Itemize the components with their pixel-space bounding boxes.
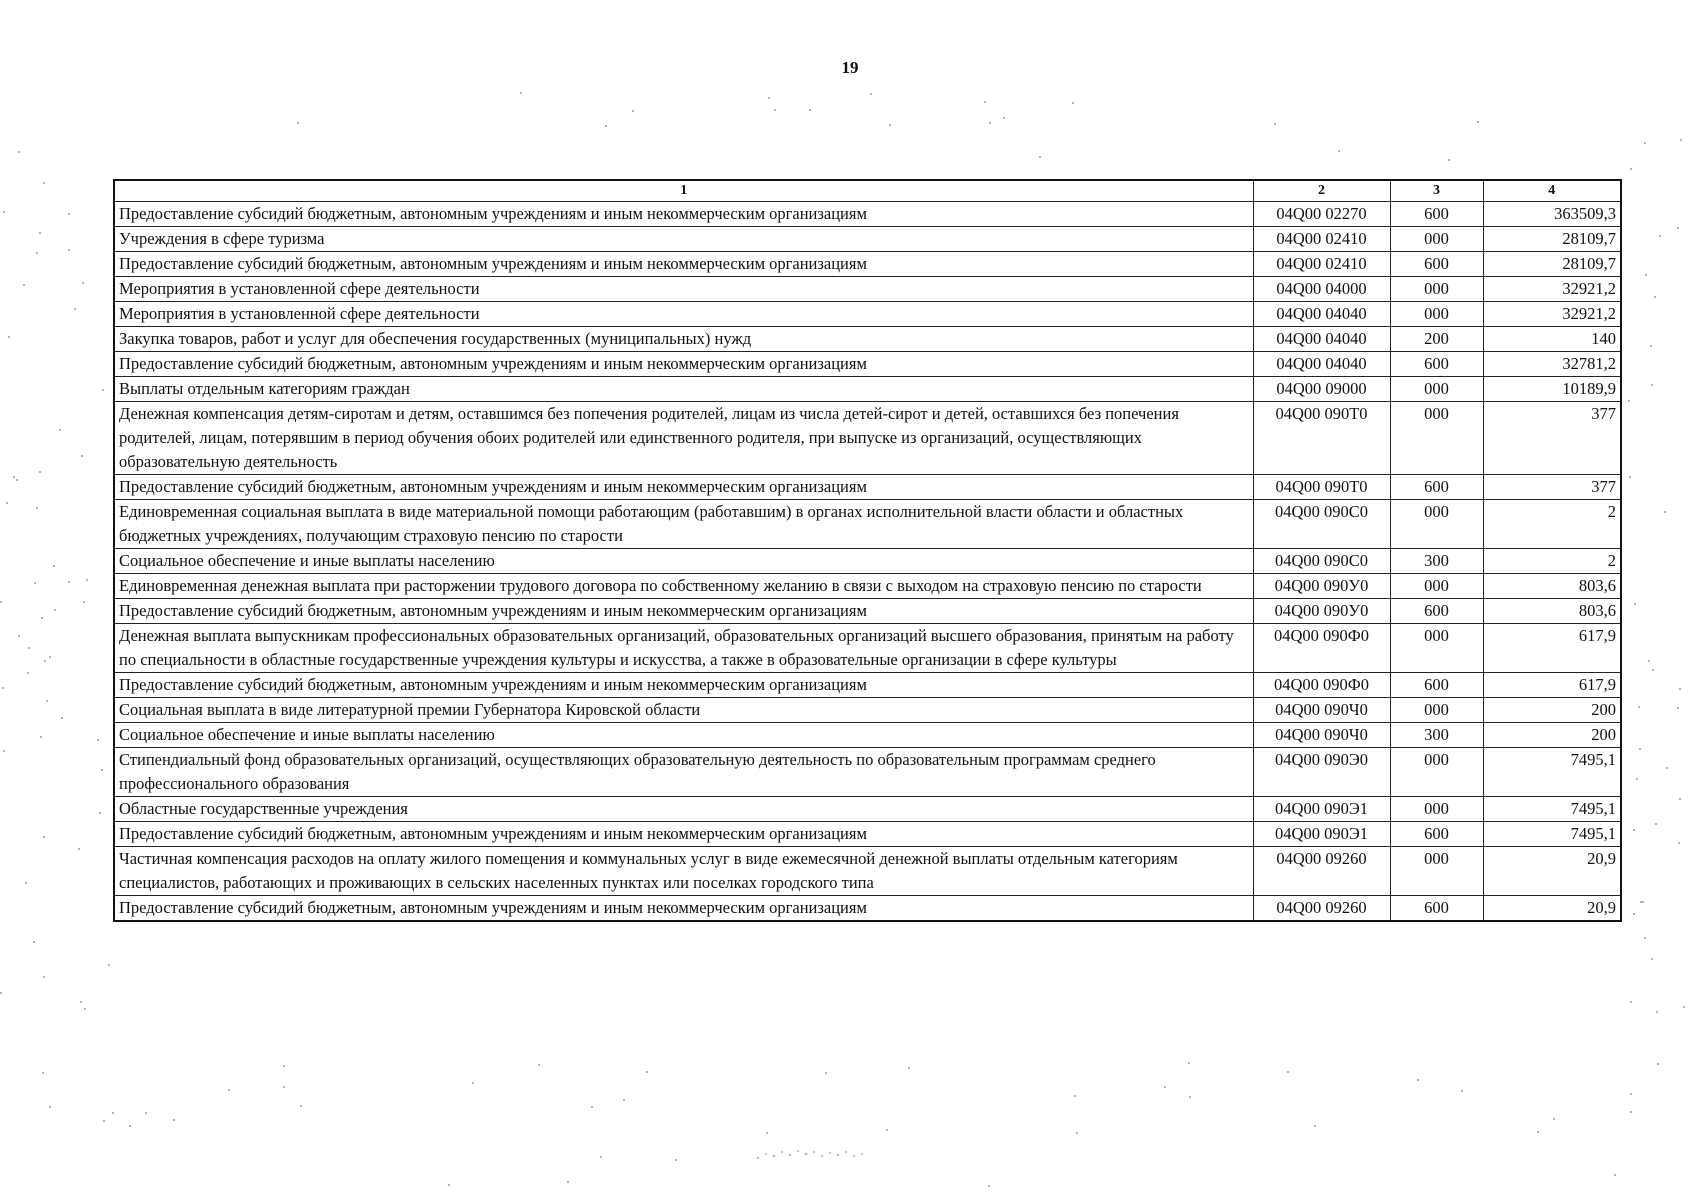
table-row	[114, 673, 1621, 698]
column-header-2: 2	[1253, 180, 1390, 202]
table-row	[114, 227, 1621, 252]
table-row	[114, 302, 1621, 327]
amount-cell: 28109,7	[1483, 252, 1621, 277]
name-cell: Предоставление субсидий бюджетным, автономным учреждениям и иным некоммерческим организациям	[114, 822, 1253, 847]
name-cell: Учреждения в сфере туризма	[114, 227, 1253, 252]
scan-speckle	[1680, 139, 1682, 141]
name-cell: Единовременная социальная выплата в виде материальной помощи работающим (работавшим) в органах исполнительной власти области и областных бюджетных учреждениях, получающим страховую пенсию по старости	[114, 500, 1253, 549]
code-cell: 04Q00 090С0	[1253, 500, 1390, 549]
scan-speckle	[1651, 384, 1653, 386]
type-cell: 000	[1390, 574, 1483, 599]
scan-speckle	[97, 739, 99, 741]
scan-speckle	[1287, 1071, 1289, 1073]
scan-speckle	[1633, 913, 1635, 915]
scan-speckle	[1650, 345, 1652, 347]
amount-cell: 200	[1483, 698, 1621, 723]
scan-speckle	[173, 1119, 175, 1121]
scan-speckle	[984, 101, 986, 103]
name-cell: Предоставление субсидий бюджетным, автономным учреждениям и иным некоммерческим организациям	[114, 599, 1253, 624]
scan-speckle	[1629, 476, 1631, 478]
type-cell: 600	[1390, 896, 1483, 922]
scan-speckle	[1677, 227, 1679, 229]
scan-speckle	[675, 1159, 677, 1161]
type-cell: 600	[1390, 475, 1483, 500]
scan-speckle	[49, 1106, 51, 1108]
scan-speckle	[908, 1067, 910, 1069]
type-cell: 600	[1390, 673, 1483, 698]
name-cell: Социальная выплата в виде литературной премии Губернатора Кировской области	[114, 698, 1253, 723]
scan-speckle	[283, 1065, 285, 1067]
amount-cell: 7495,1	[1483, 797, 1621, 822]
scan-speckle	[623, 1099, 625, 1101]
scan-speckle	[145, 1112, 147, 1114]
scan-speckle	[448, 1184, 450, 1186]
scan-speckle	[1677, 707, 1679, 709]
scan-speckle	[1553, 1118, 1555, 1120]
amount-cell: 10189,9	[1483, 377, 1621, 402]
amount-cell: 377	[1483, 402, 1621, 475]
scan-speckle	[102, 389, 104, 391]
scan-speckle	[1659, 235, 1661, 237]
type-cell: 000	[1390, 227, 1483, 252]
amount-cell: 7495,1	[1483, 748, 1621, 797]
scan-speckle	[1652, 669, 1654, 671]
table-row	[114, 475, 1621, 500]
code-cell: 04Q00 090У0	[1253, 574, 1390, 599]
scan-speckle	[13, 476, 15, 478]
type-cell: 300	[1390, 549, 1483, 574]
type-cell: 000	[1390, 624, 1483, 673]
amount-cell: 140	[1483, 327, 1621, 352]
scan-speckle	[8, 336, 10, 338]
type-cell: 000	[1390, 847, 1483, 896]
scan-speckle	[61, 717, 63, 719]
page-number: 19	[841, 58, 859, 77]
scan-speckle	[39, 471, 41, 473]
amount-cell: 32921,2	[1483, 302, 1621, 327]
table-row	[114, 574, 1621, 599]
table-row	[114, 500, 1621, 549]
scan-speckle	[1338, 150, 1340, 152]
scan-speckle	[1666, 767, 1668, 769]
type-cell: 200	[1390, 327, 1483, 352]
amount-cell: 803,6	[1483, 574, 1621, 599]
scan-speckle	[1638, 706, 1640, 708]
table-row	[114, 748, 1621, 797]
scan-speckle	[101, 769, 103, 771]
scan-speckle	[18, 635, 20, 637]
amount-cell: 617,9	[1483, 673, 1621, 698]
code-cell: 04Q00 09260	[1253, 847, 1390, 896]
code-cell: 04Q00 04040	[1253, 352, 1390, 377]
code-cell: 04Q00 090Э1	[1253, 822, 1390, 847]
type-cell: 000	[1390, 302, 1483, 327]
name-cell: Предоставление субсидий бюджетным, автономным учреждениям и иным некоммерческим организациям	[114, 352, 1253, 377]
scan-speckle	[41, 617, 43, 619]
scan-speckle	[1076, 1132, 1078, 1134]
scan-speckle	[1461, 1090, 1463, 1092]
scan-speckle	[33, 941, 35, 943]
scan-speckle	[989, 122, 991, 124]
scan-speckle	[83, 601, 85, 603]
name-cell: Областные государственные учреждения	[114, 797, 1253, 822]
scan-speckle	[43, 836, 45, 838]
table-row	[114, 599, 1621, 624]
amount-cell: 200	[1483, 723, 1621, 748]
name-cell: Единовременная денежная выплата при расторжении трудового договора по собственному желанию в связи с выходом на страховую пенсию по старости	[114, 574, 1253, 599]
scan-speckle	[1189, 1096, 1191, 1098]
name-cell: Предоставление субсидий бюджетным, автономным учреждениям и иным некоммерческим организациям	[114, 475, 1253, 500]
scan-speckle	[2, 687, 4, 689]
scan-speckle	[988, 1185, 990, 1187]
table-row	[114, 327, 1621, 352]
table-row	[114, 822, 1621, 847]
scan-speckle	[1448, 159, 1450, 161]
scan-speckle	[1477, 121, 1479, 123]
scan-speckle	[870, 93, 872, 95]
scan-speckle	[1648, 660, 1650, 662]
scan-speckle	[43, 182, 45, 184]
table-row	[114, 402, 1621, 475]
scan-speckle	[567, 1181, 569, 1183]
scan-speckle	[27, 672, 29, 674]
type-cell: 000	[1390, 797, 1483, 822]
scan-speckle	[228, 1089, 230, 1091]
name-cell: Предоставление субсидий бюджетным, автономным учреждениям и иным некоммерческим организациям	[114, 202, 1253, 227]
amount-cell: 20,9	[1483, 847, 1621, 896]
code-cell: 04Q00 090Ч0	[1253, 723, 1390, 748]
scan-speckle	[1074, 1095, 1076, 1097]
code-cell: 04Q00 02270	[1253, 202, 1390, 227]
scan-speckle	[1630, 168, 1632, 170]
type-cell: 000	[1390, 377, 1483, 402]
scan-speckle	[42, 1072, 44, 1074]
type-cell: 600	[1390, 352, 1483, 377]
code-cell: 04Q00 090Э1	[1253, 797, 1390, 822]
table-row	[114, 352, 1621, 377]
table-body	[114, 202, 1621, 922]
scan-speckle	[68, 213, 70, 215]
scan-speckle	[300, 1105, 302, 1107]
scan-speckle	[39, 232, 41, 234]
amount-cell: 7495,1	[1483, 822, 1621, 847]
scan-speckle	[78, 848, 80, 850]
scan-speckle	[1417, 1079, 1419, 1081]
scan-speckle	[1678, 842, 1680, 844]
scan-speckle	[129, 1125, 131, 1127]
name-cell: Выплаты отдельным категориям граждан	[114, 377, 1253, 402]
table-row	[114, 624, 1621, 673]
scan-speckle	[768, 97, 770, 99]
type-cell: 000	[1390, 402, 1483, 475]
amount-cell: 803,6	[1483, 599, 1621, 624]
name-cell: Мероприятия в установленной сфере деятельности	[114, 302, 1253, 327]
code-cell: 04Q00 09260	[1253, 896, 1390, 922]
scan-speckle	[1314, 1125, 1316, 1127]
scan-speckle	[1072, 102, 1074, 104]
column-header-1: 1	[114, 180, 1253, 202]
scan-speckle	[1656, 1011, 1658, 1013]
scan-speckle	[82, 282, 84, 284]
scan-speckle	[283, 1086, 285, 1088]
code-cell: 04Q00 090Ф0	[1253, 673, 1390, 698]
scan-speckle	[112, 1112, 114, 1114]
type-cell: 000	[1390, 500, 1483, 549]
budget-table	[113, 179, 1622, 922]
table-row	[114, 797, 1621, 822]
scan-speckle	[1003, 117, 1005, 119]
scan-speckle	[538, 1064, 540, 1066]
scan-speckle	[1640, 901, 1642, 903]
table-row	[114, 847, 1621, 896]
type-cell: 600	[1390, 202, 1483, 227]
scan-speckle	[1630, 1093, 1632, 1095]
scan-speckle	[472, 1082, 474, 1084]
scan-speckle	[1683, 1006, 1685, 1008]
code-cell: 04Q00 09000	[1253, 377, 1390, 402]
scan-speckle	[18, 151, 20, 153]
code-cell: 04Q00 04000	[1253, 277, 1390, 302]
scan-speckle	[774, 109, 776, 111]
scan-speckle	[40, 736, 42, 738]
scan-speckle	[889, 124, 891, 126]
type-cell: 000	[1390, 698, 1483, 723]
scan-speckle	[1679, 688, 1681, 690]
code-cell: 04Q00 090Ф0	[1253, 624, 1390, 673]
scan-speckle	[54, 609, 56, 611]
scan-speckle	[74, 308, 76, 310]
amount-cell: 32781,2	[1483, 352, 1621, 377]
amount-cell: 2	[1483, 500, 1621, 549]
scan-speckle	[36, 252, 38, 254]
amount-cell: 363509,3	[1483, 202, 1621, 227]
code-cell: 04Q00 090Э0	[1253, 748, 1390, 797]
scan-speckle	[99, 812, 101, 814]
name-cell: Стипендиальный фонд образовательных организаций, осуществляющих образовательную деятельность по образовательным программам среднего профессионального образования	[114, 748, 1253, 797]
table-row	[114, 723, 1621, 748]
scan-speckle	[80, 1001, 82, 1003]
name-cell: Частичная компенсация расходов на оплату жилого помещения и коммунальных услуг в виде ежемесячной денежной выплаты отдельным категориям специалистов, работающих и проживающих в сельских населенных пунктах или поселках городского типа	[114, 847, 1253, 896]
scan-speckle	[108, 964, 110, 966]
budget-table-container	[113, 179, 1620, 922]
amount-cell: 20,9	[1483, 896, 1621, 922]
type-cell: 000	[1390, 748, 1483, 797]
scan-speckle	[34, 582, 36, 584]
scan-speckle	[1655, 823, 1657, 825]
code-cell: 04Q00 090Т0	[1253, 402, 1390, 475]
scan-speckle	[28, 647, 30, 649]
type-cell: 600	[1390, 252, 1483, 277]
code-cell: 04Q00 090Т0	[1253, 475, 1390, 500]
scan-speckle	[0, 601, 2, 603]
scan-speckle	[1614, 1174, 1616, 1176]
table-row	[114, 377, 1621, 402]
name-cell: Закупка товаров, работ и услуг для обеспечения государственных (муниципальных) нужд	[114, 327, 1253, 352]
scan-speckle	[49, 656, 51, 658]
scan-speckle	[1630, 1001, 1632, 1003]
scan-speckle	[809, 109, 811, 111]
amount-cell: 617,9	[1483, 624, 1621, 673]
scan-speckle	[1188, 1062, 1190, 1064]
scan-speckle	[0, 992, 2, 994]
scan-speckle	[36, 507, 38, 509]
scan-speckle	[1664, 511, 1666, 513]
scan-speckle	[84, 1008, 86, 1010]
scan-speckle	[44, 660, 46, 662]
name-cell: Предоставление субсидий бюджетным, автономным учреждениям и иным некоммерческим организациям	[114, 896, 1253, 922]
scan-speckle	[86, 579, 88, 581]
scan-speckle	[81, 455, 83, 457]
type-cell: 300	[1390, 723, 1483, 748]
scan-speckle	[766, 1132, 768, 1134]
scan-speckle	[103, 1120, 105, 1122]
amount-cell: 377	[1483, 475, 1621, 500]
scan-speckle	[1679, 798, 1681, 800]
scan-speckle	[43, 976, 45, 978]
scan-speckle	[1644, 142, 1646, 144]
table-row	[114, 549, 1621, 574]
table-row	[114, 277, 1621, 302]
scan-speckle	[53, 565, 55, 567]
scan-speckle	[68, 249, 70, 251]
type-cell: 600	[1390, 822, 1483, 847]
scan-speckle	[1164, 1086, 1166, 1088]
scan-speckle	[59, 429, 61, 431]
code-cell: 04Q00 04040	[1253, 327, 1390, 352]
code-cell: 04Q00 04040	[1253, 302, 1390, 327]
table-row	[114, 896, 1621, 922]
type-cell: 000	[1390, 277, 1483, 302]
name-cell: Предоставление субсидий бюджетным, автономным учреждениям и иным некоммерческим организациям	[114, 673, 1253, 698]
column-header-3: 3	[1390, 180, 1483, 202]
scan-speckle	[1630, 1111, 1632, 1113]
scan-speckle	[46, 700, 48, 702]
table-row	[114, 252, 1621, 277]
scan-speckle	[646, 1071, 648, 1073]
table-row	[114, 698, 1621, 723]
scan-speckle	[1039, 156, 1041, 158]
scan-artifact-mark	[748, 1140, 928, 1170]
scan-speckle	[1654, 296, 1656, 298]
scan-speckle	[16, 479, 18, 481]
column-header-4: 4	[1483, 180, 1621, 202]
scan-speckle	[25, 882, 27, 884]
scan-speckle	[1639, 748, 1641, 750]
scan-speckle	[1634, 603, 1636, 605]
code-cell: 04Q00 090С0	[1253, 549, 1390, 574]
code-cell: 04Q00 02410	[1253, 227, 1390, 252]
scan-speckle	[3, 750, 5, 752]
scan-speckle	[600, 1156, 602, 1158]
code-cell: 04Q00 090Ч0	[1253, 698, 1390, 723]
scan-speckle	[1628, 400, 1630, 402]
type-cell: 600	[1390, 599, 1483, 624]
name-cell: Денежная компенсация детям-сиротам и детям, оставшимся без попечения родителей, лицам из числа детей-сирот и детей, оставшихся без попечения родителей, лицам, потерявшим в период обучения обоих родителей или единственного родителя, при выпуске из организаций, осуществляющих образовательную деятельность	[114, 402, 1253, 475]
scan-speckle	[1657, 1063, 1659, 1065]
scan-speckle	[605, 125, 607, 127]
name-cell: Мероприятия в установленной сфере деятельности	[114, 277, 1253, 302]
scan-speckle	[1651, 958, 1653, 960]
scan-speckle	[23, 284, 25, 286]
scan-speckle	[1274, 123, 1276, 125]
table-header-row	[114, 180, 1621, 202]
name-cell: Денежная выплата выпускникам профессиональных образовательных организаций, образовательных организаций высшего образования, принятым на работу по специальности в областные государственные учреждения культуры и искусства, а также в образовательные организации в сфере культуры	[114, 624, 1253, 673]
code-cell: 04Q00 02410	[1253, 252, 1390, 277]
name-cell: Социальное обеспечение и иные выплаты населению	[114, 549, 1253, 574]
amount-cell: 28109,7	[1483, 227, 1621, 252]
code-cell: 04Q00 090У0	[1253, 599, 1390, 624]
scan-speckle	[1537, 1131, 1539, 1133]
scan-speckle	[886, 1129, 888, 1131]
amount-cell: 2	[1483, 549, 1621, 574]
scan-speckle	[297, 122, 299, 124]
scan-speckle	[1633, 829, 1635, 831]
name-cell: Социальное обеспечение и иные выплаты населению	[114, 723, 1253, 748]
scan-speckle	[1636, 778, 1638, 780]
name-cell: Предоставление субсидий бюджетным, автономным учреждениям и иным некоммерческим организациям	[114, 252, 1253, 277]
scan-speckle	[632, 110, 634, 112]
amount-cell: 32921,2	[1483, 277, 1621, 302]
scan-speckle	[591, 1106, 593, 1108]
scan-speckle	[1644, 937, 1646, 939]
scan-speckle	[1645, 274, 1647, 276]
scan-speckle	[68, 581, 70, 583]
scan-speckle	[6, 502, 8, 504]
scan-speckle	[825, 1072, 827, 1074]
scan-speckle	[1642, 901, 1644, 903]
scan-speckle	[520, 92, 522, 94]
scan-speckle	[3, 211, 5, 213]
table-row	[114, 202, 1621, 227]
